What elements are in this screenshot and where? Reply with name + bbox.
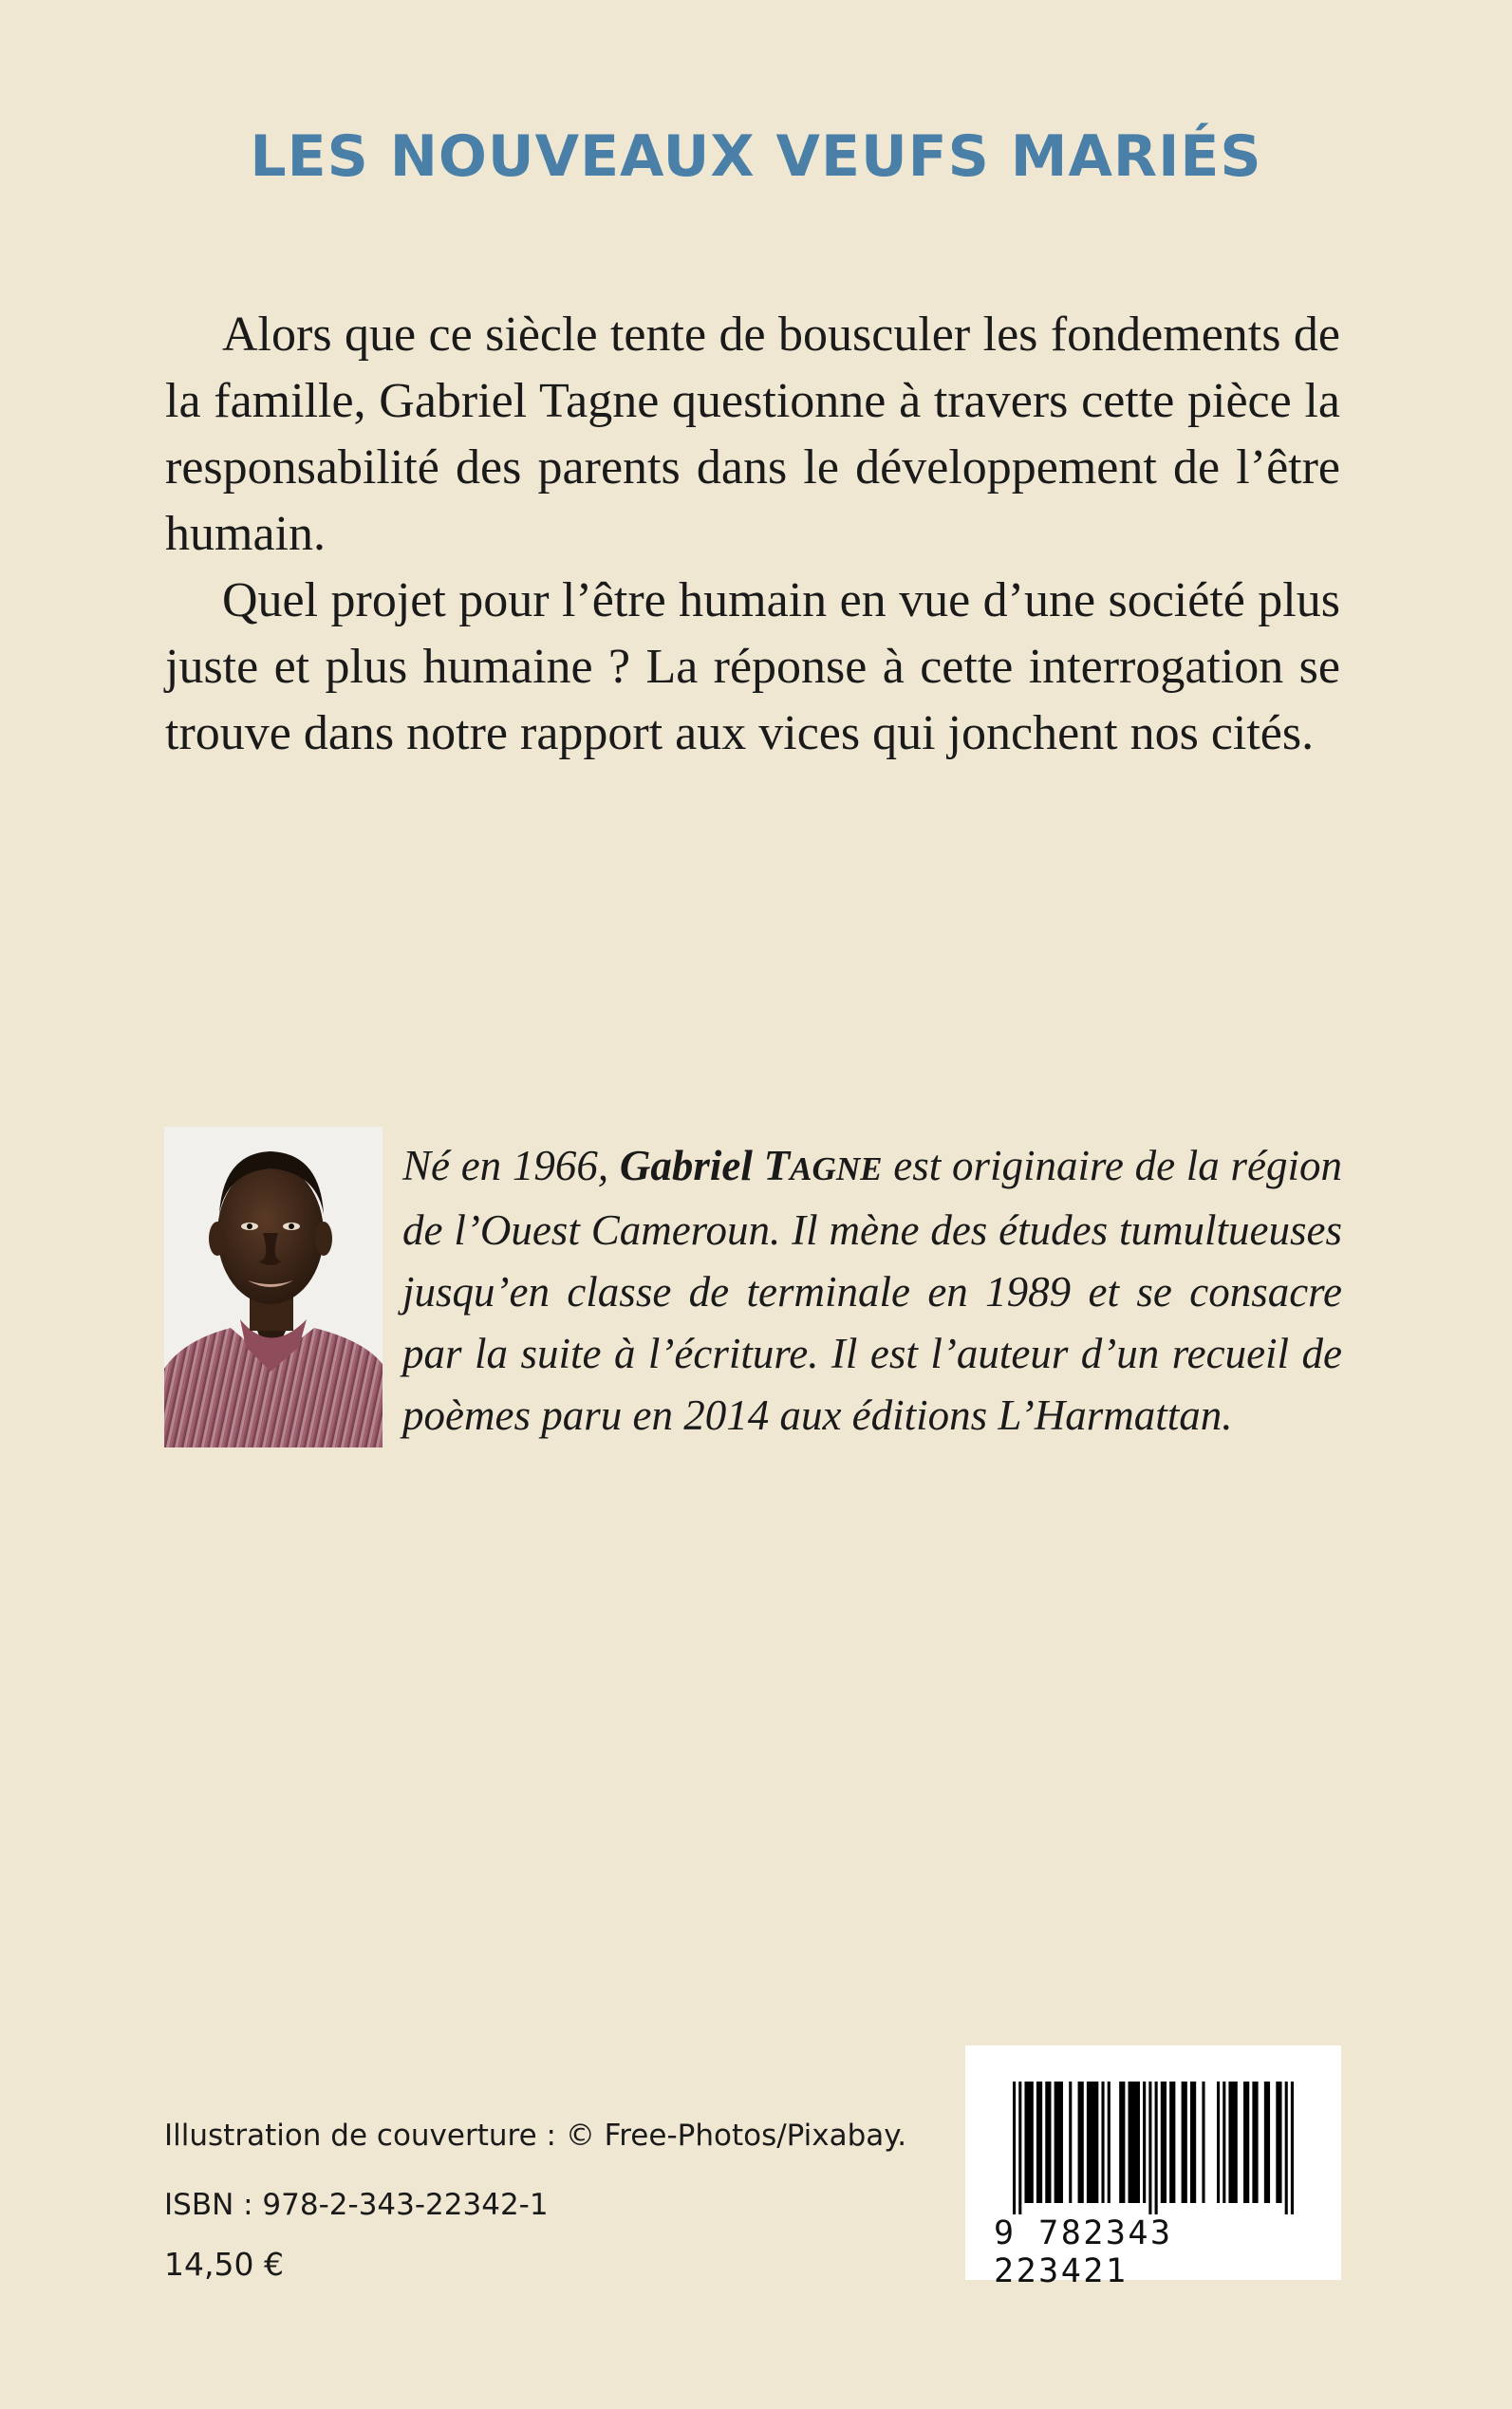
barcode-bar: [1078, 2082, 1084, 2203]
author-surname-initial: T: [763, 1142, 791, 1189]
book-blurb: [165, 302, 1340, 767]
barcode-bar: [1024, 2082, 1033, 2203]
barcode-bar: [1129, 2082, 1140, 2203]
barcode-bar: [1143, 2082, 1146, 2203]
barcode-bar: [1190, 2082, 1196, 2203]
barcode-bar: [1182, 2082, 1187, 2203]
barcode-bar: [1285, 2082, 1288, 2214]
author-photo: [164, 1127, 383, 1447]
barcode-bar: [1291, 2082, 1294, 2214]
isbn-number: ISBN : 978-2-343-22342-1: [164, 2188, 549, 2222]
barcode-bar: [1202, 2082, 1204, 2203]
barcode-bar: [1276, 2082, 1281, 2203]
barcode-bar: [1223, 2082, 1225, 2203]
book-price: 14,50 €: [164, 2246, 284, 2283]
book-title: LES NOUVEAUX VEUFS MARIÉS: [250, 123, 1262, 190]
barcode-bar: [1161, 2082, 1167, 2203]
author-surname-rest: AGNE: [790, 1150, 883, 1187]
barcode-bar: [1243, 2082, 1249, 2203]
barcode-bar: [1108, 2082, 1111, 2203]
barcode-bar: [1069, 2082, 1072, 2203]
barcode-bar: [1045, 2082, 1051, 2203]
barcode-bars: [1013, 2082, 1294, 2214]
bio-text: est originaire de la région de l’Ouest Cameroun. Il mène des études tumultueuses jusqu’en classe de terminale en 1989 et se consacre par la suite à l’écriture. Il est l’auteur d’un recueil de poèmes paru en 2014 aux éditions L’Harmattan.: [402, 1142, 1342, 1439]
barcode-digits: 9 782343 223421: [994, 2214, 1173, 2290]
author-first-name: Gabriel: [619, 1142, 764, 1189]
barcode-bar: [1036, 2082, 1042, 2203]
barcode: [965, 2045, 1341, 2290]
barcode-bar: [1055, 2082, 1063, 2203]
blurb-paragraph: Quel projet pour l’être humain en vue d’une société plus juste et plus humaine ? La réponse à cette interrogation se trouve dans notre rapport aux vices qui jonchent nos cités.: [165, 573, 1340, 760]
bio-intro: Né en 1966,: [402, 1142, 620, 1189]
barcode-bar: [1101, 2082, 1104, 2203]
barcode-bar: [1228, 2082, 1237, 2203]
barcode-bar: [1119, 2082, 1125, 2203]
barcode-bar: [1013, 2082, 1016, 2214]
barcode-bar: [1169, 2082, 1175, 2203]
barcode-bar: [1155, 2082, 1158, 2214]
barcode-bar: [1087, 2082, 1098, 2203]
barcode-bar: [1148, 2082, 1151, 2214]
barcode-bar: [1264, 2082, 1270, 2203]
cover-illustration-credit: Illustration de couverture : © Free-Photos/Pixabay.: [164, 2119, 907, 2153]
barcode-bar: [1217, 2082, 1220, 2203]
blurb-paragraph: Alors que ce siècle tente de bousculer les fondements de la famille, Gabriel Tagne questionne à travers cette pièce la responsabilité des parents dans le développement de l’être humain.: [165, 308, 1340, 561]
barcode-bar: [1252, 2082, 1258, 2203]
barcode-bar: [1018, 2082, 1021, 2214]
author-name: [620, 1142, 883, 1189]
author-bio: [402, 1135, 1342, 1447]
